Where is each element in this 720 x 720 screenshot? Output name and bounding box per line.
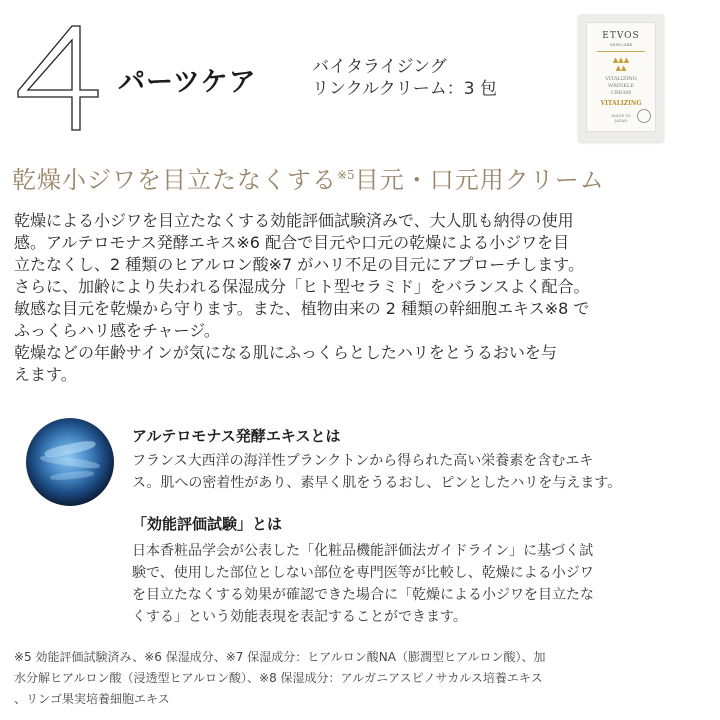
headline-note: ※5	[337, 168, 355, 182]
headline	[12, 160, 605, 195]
info-heading-fermentation: アルテロモナス発酵エキスとは	[132, 427, 341, 445]
info-line: 験で、使用した部位としない部位を専門医等が比較し、乾燥による小ジワ	[132, 565, 594, 581]
info-line: フランス大西洋の海洋性プランクトンから得られた高い栄養素を含むエキ	[132, 453, 594, 469]
description-line: 立たなくし、2 種類のヒアルロン酸※7 がハリ不足の目元にアプローチします。	[14, 255, 585, 274]
description-line: 乾燥による小ジワを目立たなくする効能評価試験済みで、大人肌も納得の使用	[14, 211, 574, 230]
sachet-series: VITALIZING	[600, 100, 642, 107]
footnotes	[14, 647, 714, 710]
sachet-product-name: VITALIZING WRINKLE CREAM	[605, 76, 637, 96]
info-line: くする」という効能表現を表記することができます。	[132, 609, 467, 625]
section-title: パーツケア	[118, 67, 257, 98]
gold-triangle-icon: ▲▲▲ ▲▲	[612, 56, 630, 72]
description-line: 乾燥などの年齢サインが気になる肌にふっくらとしたハリをとうるおいを与	[14, 343, 557, 362]
description-paragraph	[14, 210, 714, 386]
sachet-subbrand: SKINCARE	[609, 42, 633, 47]
plankton-image	[26, 418, 114, 506]
description-line: 敏感な目元を乾燥から守ります。また、植物由来の 2 種類の幹細胞エキス※8 で	[14, 299, 590, 318]
sachet-origin: MADE IN JAPAN	[611, 113, 631, 123]
description-line: さらに、加齢により失われる保湿成分「ヒト型セラミド」をバランスよく配合。	[14, 277, 590, 296]
info-heading-efficacy-test: 「効能評価試験」とは	[132, 515, 283, 533]
info-line: を目立たなくする効果が確認できた場合に「乾燥による小ジワを目立たな	[132, 587, 594, 603]
headline-main: 乾燥小ジワを目立たなくする	[12, 166, 337, 194]
product-sachet-image	[578, 14, 664, 142]
step-number-graphic	[12, 18, 112, 138]
product-name-line-2: リンクルクリーム：3 包	[312, 79, 498, 99]
footnote-line: 、リンゴ果実培養細胞エキス	[14, 692, 170, 706]
product-name	[312, 56, 497, 100]
sachet-brand: ETVOS	[602, 31, 640, 41]
footnote-line: 水分解ヒアルロン酸（浸透型ヒアルロン酸）、※8 保湿成分：アルガニアスピノサカルス培養エキス	[14, 671, 543, 685]
footnote-line: ※5 効能評価試験済み、※6 保湿成分、※7 保湿成分：ヒアルロン酸NA（膨潤型ヒアルロン酸）、加	[14, 650, 546, 664]
product-name-line-1: バイタライジング	[312, 57, 447, 77]
info-line: 日本香粧品学会が公表した「化粧品機能評価法ガイドライン」に基づく試	[132, 543, 594, 559]
info-text-fermentation	[132, 450, 702, 494]
sachet-badge-icon	[637, 109, 651, 123]
description-line: ふっくらハリ感をチャージ。	[14, 321, 220, 340]
info-line: ス。肌への密着性があり、素早く肌をうるおし、ピンとしたハリを与えます。	[132, 475, 622, 491]
info-text-efficacy-test	[132, 540, 702, 628]
description-line: 感。アルテロモナス発酵エキス※6 配合で目元や口元の乾燥による小ジワを目	[14, 233, 570, 252]
headline-tail: 目元・口元用クリーム	[354, 166, 605, 194]
description-line: えます。	[14, 365, 77, 384]
